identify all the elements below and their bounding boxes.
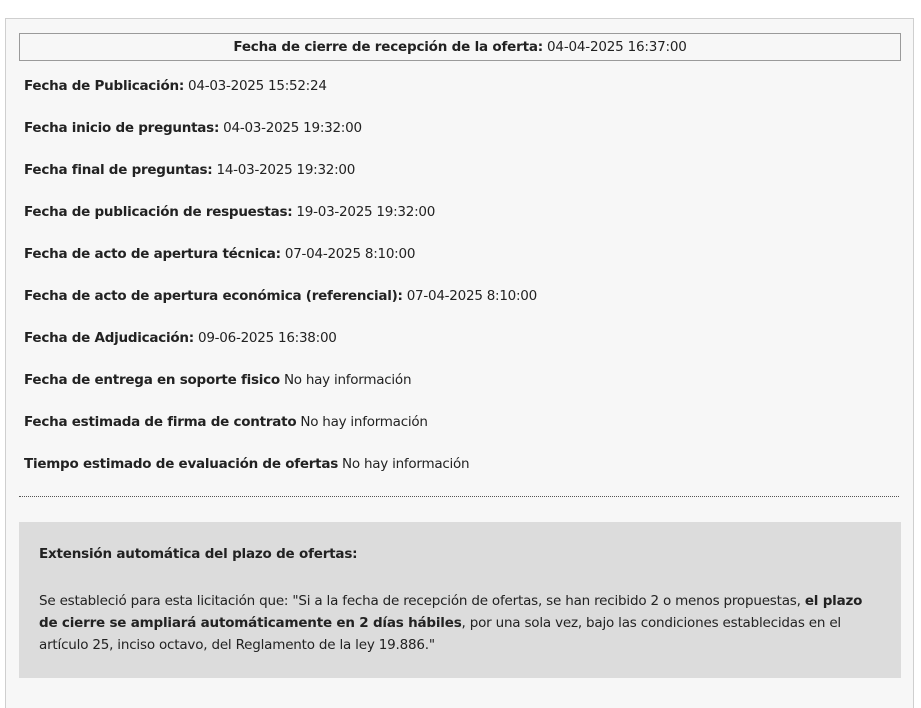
date-row-economic-opening	[24, 284, 904, 326]
date-label: Fecha de Adjudicación:	[24, 330, 194, 346]
date-label: Fecha inicio de preguntas:	[24, 120, 220, 136]
closing-date-label: Fecha de cierre de recepción de la oferta:	[233, 39, 543, 55]
date-label: Fecha de acto de apertura técnica:	[24, 246, 281, 262]
dates-list	[24, 74, 904, 494]
automatic-extension-box	[19, 522, 901, 678]
closing-date-box	[19, 33, 901, 61]
date-label: Fecha de Publicación:	[24, 78, 184, 94]
extension-text-before: Se estableció para esta licitación que: "Si a la fecha de recepción de ofertas, se han recibido 2 o menos propuestas,	[39, 593, 805, 609]
date-value: 19-03-2025 19:32:00	[292, 204, 436, 220]
date-value: 04-03-2025 15:52:24	[183, 78, 327, 94]
date-row-award	[24, 326, 904, 368]
date-row-evaluation-time	[24, 452, 904, 494]
date-label: Fecha estimada de firma de contrato	[24, 414, 297, 430]
date-value: No hay información	[338, 456, 470, 472]
date-value: No hay información	[279, 372, 412, 388]
date-row-contract-signing	[24, 410, 904, 452]
date-row-questions-end	[24, 158, 904, 200]
date-label: Fecha de acto de apertura económica (referencial):	[24, 288, 403, 304]
date-row-questions-start	[24, 116, 904, 158]
date-label: Fecha de publicación de respuestas:	[24, 204, 293, 220]
dates-panel	[5, 18, 914, 708]
date-row-publication	[24, 74, 904, 116]
date-label: Fecha de entrega en soporte fisico	[24, 372, 280, 388]
date-value: 04-03-2025 19:32:00	[219, 120, 362, 136]
extension-text-after: , por una sola vez, bajo las condiciones establecidas en el artículo 25, inciso octavo, del Reglamento de la ley 19.886."	[39, 615, 841, 653]
date-value: No hay información	[296, 414, 428, 430]
dotted-divider	[19, 496, 899, 497]
date-value: 14-03-2025 19:32:00	[212, 162, 356, 178]
closing-date-value: 04-04-2025 16:37:00	[547, 39, 687, 55]
date-label: Tiempo estimado de evaluación de ofertas	[24, 456, 339, 472]
date-row-technical-opening	[24, 242, 904, 284]
extension-text	[39, 590, 881, 656]
date-value: 07-04-2025 8:10:00	[402, 288, 537, 304]
date-row-physical-delivery	[24, 368, 904, 410]
date-row-answers-publication	[24, 200, 904, 242]
date-value: 07-04-2025 8:10:00	[280, 246, 416, 262]
extension-title: Extensión automática del plazo de ofertas:	[39, 546, 358, 562]
date-label: Fecha final de preguntas:	[24, 162, 213, 178]
extension-text-bold: el plazo de cierre se ampliará automáticamente en 2 días hábiles	[39, 593, 863, 631]
date-value: 09-06-2025 16:38:00	[193, 330, 337, 346]
